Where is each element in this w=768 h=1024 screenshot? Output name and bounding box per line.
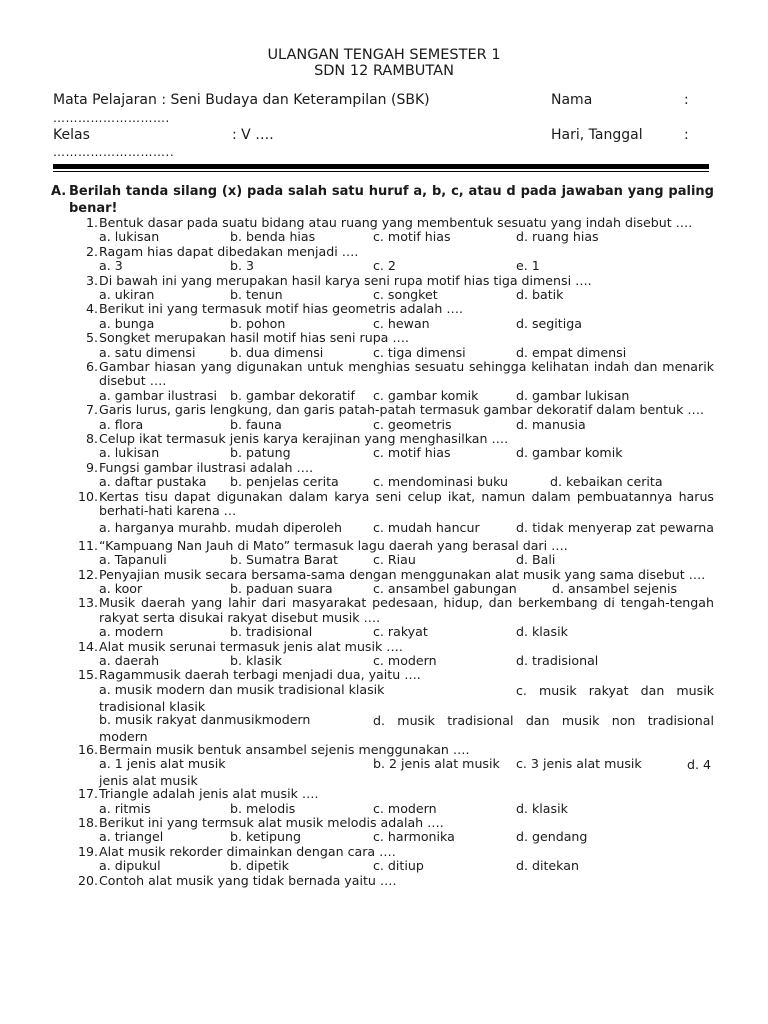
question-11	[50, 539, 714, 568]
question-10	[50, 490, 714, 536]
option-c[interactable]: c. harmonika	[373, 829, 455, 845]
option-a[interactable]: a. Tapanuli	[99, 552, 167, 568]
option-b[interactable]: b. pohon	[230, 315, 286, 331]
question-number: 5.	[85, 330, 98, 346]
option-d[interactable]: d. gendang	[516, 829, 588, 845]
option-c[interactable]: c. mendominasi buku	[373, 474, 509, 490]
option-d[interactable]: d. batik	[516, 287, 564, 302]
answer-options	[99, 317, 714, 331]
question-number: 17.	[77, 786, 98, 802]
date-colon: :	[684, 127, 689, 143]
question-13	[50, 596, 714, 639]
question-16	[50, 743, 714, 787]
option-d[interactable]: d. ansambel sejenis	[552, 581, 678, 596]
option-b[interactable]: b. mudah diperoleh	[219, 520, 343, 536]
option-c[interactable]: c. Riau	[373, 552, 416, 568]
answer-options	[99, 288, 714, 302]
answer-options	[99, 521, 714, 535]
answer-options	[99, 230, 714, 244]
option-a[interactable]: a. triangel	[99, 829, 164, 845]
answer-options	[99, 757, 714, 787]
option-d[interactable]: d. tradisional	[516, 653, 599, 668]
question-number: 12.	[77, 566, 98, 582]
question-14	[50, 640, 714, 669]
question-text: Garis lurus, garis lengkung, dan garis patah-patah termasuk gambar dekoratif dalam bentuk ….	[99, 402, 704, 418]
question-text: Celup ikat termasuk jenis karya kerajinan yang menghasilkan ….	[99, 430, 509, 446]
question-7	[50, 403, 714, 432]
question-text: Musik daerah yang lahir dari masyarakat pedesaan, hidup, dan berkembang di tengah-tengah rakyat serta disukai rakyat disebut musik ….	[99, 595, 714, 625]
option-c[interactable]: c. ansambel gabungan	[373, 581, 517, 596]
option-c[interactable]: c. motif hias	[373, 445, 451, 461]
name-colon: :	[684, 92, 689, 108]
option-d[interactable]: d. ditekan	[516, 858, 579, 874]
option-c[interactable]: c. gambar komik	[373, 387, 479, 403]
question-20	[50, 874, 714, 888]
option-d[interactable]: d. ruang hias	[516, 229, 599, 245]
header-divider-thick	[53, 164, 709, 169]
question-text: Gambar hiasan yang digunakan untuk menghias sesuatu sehingga kelihatan indah dan menarik disebut ….	[99, 358, 714, 389]
option-b[interactable]: b. dua dimensi	[230, 344, 324, 360]
option-c[interactable]: c. modern	[373, 800, 437, 816]
question-18	[50, 816, 714, 845]
question-19	[50, 845, 714, 874]
answer-options	[99, 654, 714, 668]
question-number: 18.	[77, 815, 98, 830]
answer-options	[99, 683, 714, 713]
option-c[interactable]: c. 2	[373, 258, 396, 274]
option-a[interactable]: a. harganya murah	[99, 520, 220, 536]
option-c[interactable]: c. 3 jenis alat musik	[516, 756, 642, 772]
question-number: 4.	[85, 301, 98, 317]
option-b[interactable]: b. 3	[230, 258, 255, 274]
question-text: Bentuk dasar pada suatu bidang atau ruang yang membentuk sesuatu yang indah disebut ….	[99, 215, 693, 230]
option-c[interactable]: c. motif hias	[373, 229, 451, 245]
option-a[interactable]: a. koor	[99, 581, 143, 596]
question-3	[50, 274, 714, 303]
option-d[interactable]: d. kebaikan cerita	[550, 474, 663, 490]
option-a[interactable]: a. daftar pustaka	[99, 474, 207, 490]
option-a[interactable]: a. 3	[99, 258, 123, 274]
option-a[interactable]: a. ukiran	[99, 287, 155, 302]
option-b[interactable]: b. paduan suara	[230, 581, 333, 596]
class-value: : V ….	[232, 127, 274, 143]
option-b[interactable]: b. tenun	[230, 287, 283, 302]
option-b[interactable]: b. 2 jenis alat musik	[373, 756, 500, 772]
option-a[interactable]: a. satu dimensi	[99, 344, 196, 360]
question-4	[50, 302, 714, 331]
question-text: “Kampuang Nan Jauh di Mato” termasuk lagu daerah yang berasal dari ….	[99, 537, 568, 553]
question-text: Alat musik rekorder dimainkan dengan cara ….	[99, 843, 396, 859]
exam-title: ULANGAN TENGAH SEMESTER 1	[267, 47, 501, 63]
option-b[interactable]: b. fauna	[230, 416, 282, 432]
option-d[interactable]: d. segitiga	[516, 315, 582, 331]
option-a[interactable]: a. lukisan	[99, 445, 160, 461]
question-2	[50, 245, 714, 274]
question-number: 14.	[77, 638, 98, 654]
answer-options	[99, 582, 714, 596]
option-b[interactable]: b. patung	[230, 445, 291, 461]
section-instruction: Berilah tanda silang (x) pada salah satu huruf a, b, c, atau d pada jawaban yang paling benar!	[69, 184, 714, 216]
question-number: 8.	[85, 430, 98, 446]
question-text: Triangle adalah jenis alat musik ….	[99, 786, 319, 802]
answer-options	[99, 418, 714, 432]
header-divider-thin	[53, 171, 709, 172]
option-a[interactable]: a. ritmis	[99, 800, 151, 816]
option-d[interactable]: d. empat dimensi	[516, 344, 627, 360]
option-b[interactable]: b. musik rakyat danmusikmodern	[99, 711, 311, 727]
option-d[interactable]: d. tidak menyerap zat pewarna	[516, 520, 714, 536]
class-label: Kelas	[53, 127, 90, 143]
option-c[interactable]: c. hewan	[373, 315, 430, 331]
answer-options	[99, 625, 714, 639]
option-d[interactable]: e. 1	[516, 258, 540, 274]
option-b[interactable]: b. ketipung	[230, 829, 301, 845]
answer-options	[99, 475, 714, 489]
question-5	[50, 331, 714, 360]
subject-line: Mata Pelajaran : Seni Budaya dan Keterampilan (SBK)	[53, 92, 430, 108]
question-17	[50, 787, 714, 816]
question-text: Ragammusik daerah terbagi menjadi dua, yaitu ….	[99, 667, 421, 683]
option-a[interactable]: a. musik modern dan musik tradisional klasik	[99, 681, 385, 697]
question-number: 3.	[85, 272, 98, 288]
question-text: Songket merupakan hasil motif hias seni rupa ….	[99, 330, 410, 346]
question-text: Penyajian musik secara bersama-sama dengan menggunakan alat musik yang sama disebut ….	[99, 566, 706, 582]
question-number: 7.	[85, 402, 98, 418]
question-list	[50, 216, 714, 888]
name-label: Nama	[551, 92, 593, 108]
question-number: 2.	[85, 243, 98, 259]
option-d[interactable]: d. manusia	[516, 416, 586, 432]
answer-options	[99, 259, 714, 273]
option-b[interactable]: b. Sumatra Barat	[230, 552, 338, 568]
option-a[interactable]: a. dipukul	[99, 858, 161, 874]
option-a[interactable]: a. 1 jenis alat musik	[99, 756, 226, 772]
option-b[interactable]: b. penjelas cerita	[230, 474, 339, 490]
answer-options	[99, 553, 714, 567]
date-dots: ………………………..	[53, 145, 175, 159]
question-number: 16.	[77, 741, 98, 757]
option-d[interactable]: d. musik tradisional dan musik non tradisional modern	[99, 712, 714, 744]
question-number: 19.	[77, 843, 98, 859]
option-b[interactable]: b. melodis	[230, 800, 296, 816]
question-number: 20.	[77, 872, 98, 888]
question-text: Kertas tisu dapat digunakan dalam karya seni celup ikat, namun dalam pembuatannya harus berhati-hati karena …	[99, 488, 714, 518]
question-text: Ragam hias dapat dibedakan menjadi ….	[99, 243, 359, 259]
name-dots: ……………………….	[53, 111, 170, 125]
question-number: 11.	[77, 537, 98, 553]
date-label: Hari, Tanggal	[551, 127, 643, 143]
question-text: Di bawah ini yang merupakan hasil karya seni rupa motif hias tiga dimensi ….	[99, 272, 592, 288]
option-c[interactable]: c. tiga dimensi	[373, 344, 466, 360]
option-d[interactable]: d. gambar lukisan	[516, 387, 630, 403]
question-1	[50, 216, 714, 245]
option-c[interactable]: c. geometris	[373, 416, 452, 432]
option-c[interactable]: c. musik rakyat dan musik tradisional klasik	[99, 682, 714, 714]
answer-options	[99, 859, 714, 873]
question-number: 10.	[77, 488, 98, 504]
question-number: 6.	[85, 358, 98, 374]
answer-options	[99, 830, 714, 844]
option-c[interactable]: c. ditiup	[373, 858, 424, 874]
question-text: Bermain musik bentuk ansambel sejenis menggunakan ….	[99, 741, 470, 757]
section-letter: A.	[51, 184, 67, 199]
question-number: 1.	[85, 215, 98, 230]
option-d[interactable]: d. Bali	[516, 552, 556, 568]
option-a[interactable]: a. bunga	[99, 315, 155, 331]
question-text: Berikut ini yang termasuk motif hias geometris adalah ….	[99, 301, 463, 317]
option-b[interactable]: b. tradisional	[230, 624, 313, 640]
option-b[interactable]: b. dipetik	[230, 858, 289, 874]
question-12	[50, 568, 714, 597]
question-text: Contoh alat musik yang tidak bernada yaitu ….	[99, 872, 397, 888]
option-a[interactable]: a. daerah	[99, 653, 160, 668]
option-a[interactable]: a. modern	[99, 624, 164, 640]
option-d[interactable]: d. klasik	[516, 800, 568, 816]
question-number: 15.	[77, 667, 98, 683]
answer-options	[99, 802, 714, 816]
question-8	[50, 432, 714, 461]
option-a[interactable]: a. flora	[99, 416, 144, 432]
answer-options	[99, 346, 714, 360]
answer-options	[99, 446, 714, 460]
question-number: 9.	[85, 459, 98, 475]
question-text: Berikut ini yang termsuk alat musik melodis adalah ….	[99, 815, 444, 830]
option-d[interactable]: d. gambar komik	[516, 445, 623, 461]
answer-options	[99, 713, 714, 743]
question-6	[50, 360, 714, 403]
option-d[interactable]: d. klasik	[516, 624, 568, 640]
question-text: Fungsi gambar ilustrasi adalah ….	[99, 459, 314, 475]
option-d[interactable]: d. 4 jenis alat musik	[99, 757, 712, 789]
option-a[interactable]: a. gambar ilustrasi	[99, 387, 218, 403]
option-a[interactable]: a. lukisan	[99, 229, 160, 245]
option-b[interactable]: b. klasik	[230, 653, 282, 668]
question-text: Alat musik serunai termasuk jenis alat musik ….	[99, 638, 403, 654]
option-c[interactable]: c. modern	[373, 653, 437, 668]
question-number: 13.	[77, 595, 98, 611]
answer-options	[99, 389, 714, 403]
option-c[interactable]: c. rakyat	[373, 624, 428, 640]
option-c[interactable]: c. songket	[373, 287, 438, 302]
question-15	[50, 668, 714, 742]
school-name: SDN 12 RAMBUTAN	[314, 63, 454, 79]
option-b[interactable]: b. gambar dekoratif	[230, 387, 355, 403]
option-b[interactable]: b. benda hias	[230, 229, 316, 245]
option-c[interactable]: c. mudah hancur	[373, 520, 480, 536]
question-9	[50, 461, 714, 490]
